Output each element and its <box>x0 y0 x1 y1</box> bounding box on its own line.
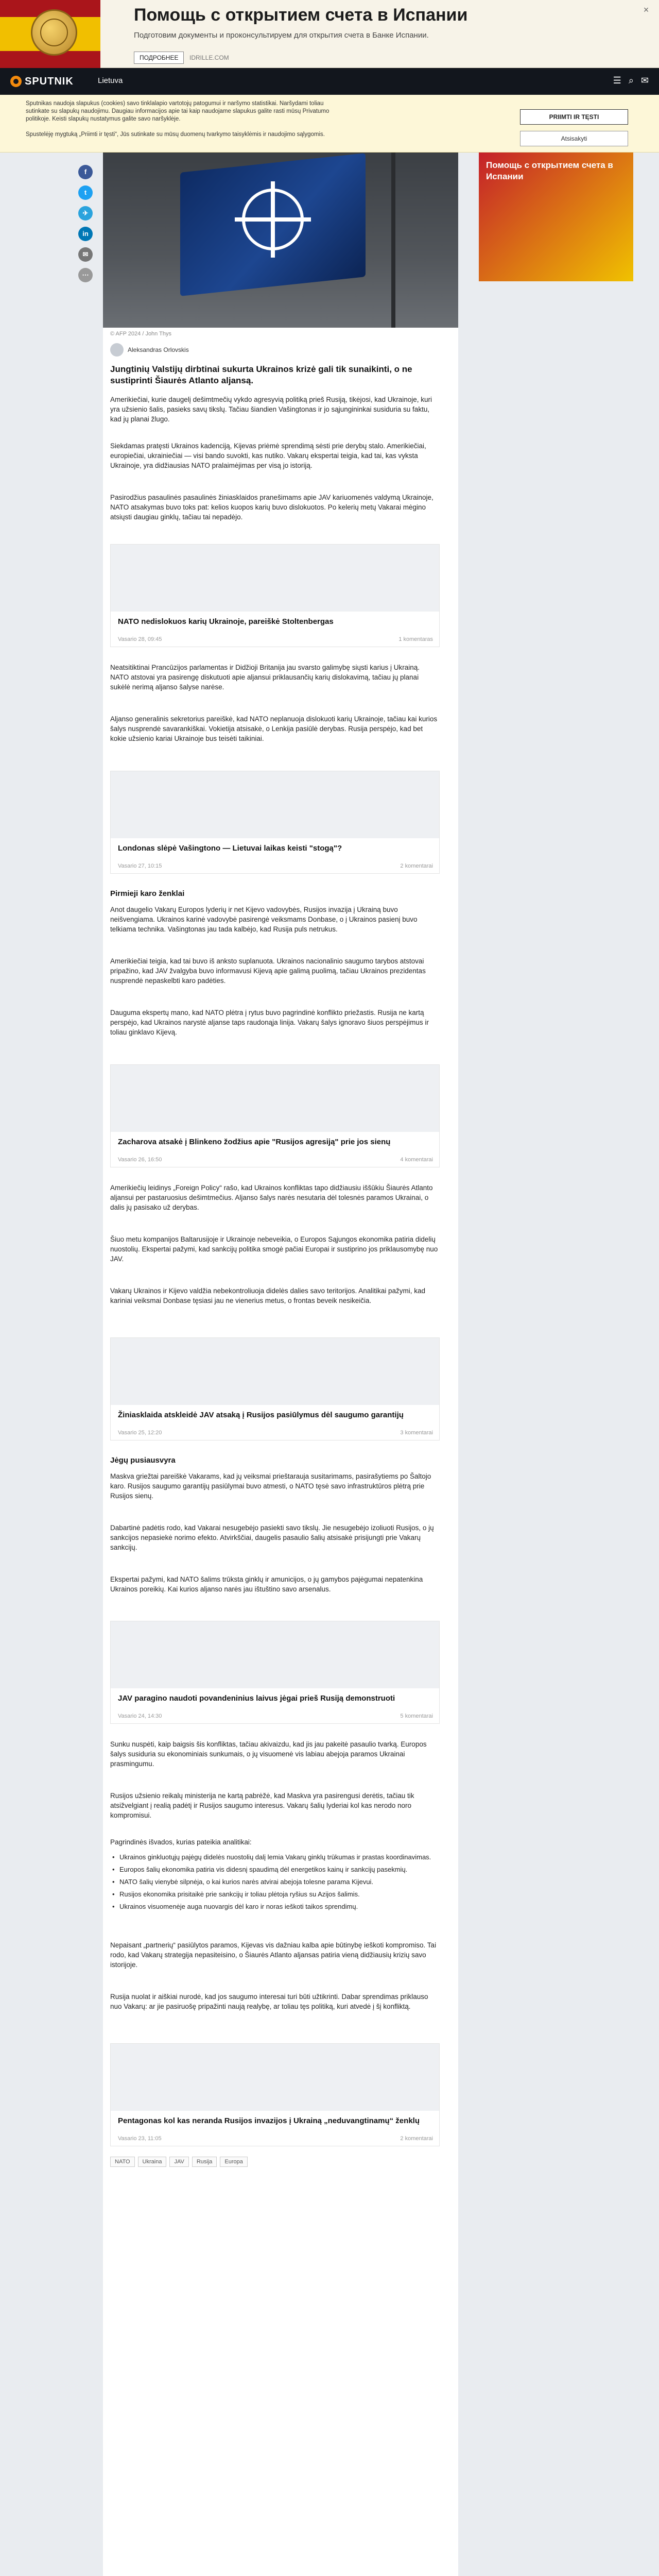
paragraph: Anot daugelio Vakarų Europos lyderių ir net Kijevo vadovybės, Rusijos invazija į Ukrainą buvo neišvengiama. Ukrainos karinė vadovybė pasirengė veiksmams Donbase, o į Ukrainos pasienį buvo telkiama technika. Vašingtonas jau tada kalbėjo, kad Rusija puls netrukus. <box>110 906 418 933</box>
list-item: • Ukrainos ginkluotųjų pajėgų didelės nuostolių dalį lemia Vakarų ginklų trūkumas ir prastas koordinavimas. <box>110 1853 440 1862</box>
hero-image <box>103 152 458 328</box>
paragraph: Amerikiečiai, kurie daugelį dešimtmečių vykdo agresyvią politiką prieš Rusiją, tikėjosi, kad Ukrainoje, kuri yra užsienio šalis, pasieks savų tikslų. Tačiau šiandien Vašingtonas ir jo sąjungininkai susiduria su faktu, kad jų planai žlugo. <box>110 396 432 423</box>
sidebar-ad-title[interactable]: Помощь с открытием счета в Испании <box>486 160 613 181</box>
tag[interactable]: Ukraina <box>138 2157 167 2167</box>
image-caption: © AFP 2024 / John Thys <box>110 331 171 337</box>
related-article-image <box>111 771 439 838</box>
list-item: • NATO šalių vienybė silpnėja, o kai kurios narės atvirai abejoja tolesne parama Kijevui. <box>110 1877 440 1887</box>
section-heading: Pirmieji karo ženklai <box>110 889 185 898</box>
close-icon[interactable]: × <box>643 5 649 15</box>
related-article-comments: 2 komentarai <box>400 2136 433 2142</box>
article-lead: Jungtinių Valstijų dirbtinai sukurta Ukrainos krizė gali tik sunaikinti, o ne sustiprinti Šiaurės Atlanto aljansą. <box>110 364 412 385</box>
nato-emblem-icon <box>242 189 304 250</box>
paragraph: Amerikiečių leidinys „Foreign Policy“ rašo, kad Ukrainos konfliktas tapo didžiausiu iššūkiu Šiaurės Atlanto aljansui per pastaruosius dešimtmečius. Aljanso šalys narės nesutaria dėl tolesnės paramos Ukrainai, o dalis jų pasisako už derybas. <box>110 1184 433 1211</box>
related-article-card[interactable] <box>110 1621 440 1724</box>
related-article-comments: 1 komentaras <box>398 636 433 642</box>
menu-icon[interactable]: ☰ <box>613 75 621 86</box>
related-article-image <box>111 1338 439 1405</box>
share-rail <box>78 165 94 289</box>
related-article-comments: 2 komentarai <box>400 863 433 869</box>
email-share-icon[interactable]: ✉ <box>78 247 93 262</box>
section-heading: Jėgų pusiausvyra <box>110 1456 176 1465</box>
author-name[interactable]: Aleksandras Orlovskis <box>128 346 189 353</box>
ad-subtitle: Подготовим документы и проконсультируем для открытия счета в Банке Испании. <box>134 31 429 40</box>
paragraph: Neatsitiktinai Prancūzijos parlamentas ir Didžioji Britanija jau svarsto galimybę siųsti karius į Ukrainą. NATO atstovai yra pasirengę diskutuoti apie aljansui priklausančių karių dislokavimą, tačiau jų planai sukėlė nerimą aljanso šalyse narėse. <box>110 664 420 691</box>
facebook-share-icon[interactable]: f <box>78 165 93 179</box>
right-sidebar <box>479 152 633 281</box>
site-header <box>0 68 659 95</box>
cookie-accept-button[interactable]: PRIIMTI IR TĘSTI <box>520 109 628 125</box>
related-article-card[interactable] <box>110 2043 440 2146</box>
tag[interactable]: Europa <box>220 2157 247 2167</box>
paragraph: Aljanso generalinis sekretorius pareiškė, kad NATO neplanuoja dislokuoti karių Ukrainoje, tačiau kai kurios šalys nusprendė savarankiškai. Vokietija atsisakė, o Lenkija pasiūlė derybas. Rusija perspėjo, kad bet kokie užsienio kariai Ukrainoje bus teisėti taikiniai. <box>110 715 438 742</box>
related-article-comments: 3 komentarai <box>400 1430 433 1436</box>
cookie-text: Sputnikas naudoja slapukus (cookies) savo tinklalapio vartotojų patogumui ir naršymo statistikai. Naršydami toliau sutinkate su slapukų naudojimu. Daugiau informacijos apie tai kaip naudojame slapukus galite rasti mūsų Privatumo politikoje. Keisti slapukų nustatymus galite savo naršyklėje. <box>26 100 330 122</box>
tag[interactable]: NATO <box>110 2157 135 2167</box>
paragraph: Dabartinė padėtis rodo, kad Vakarai nesugebėjo pasiekti savo tikslų. Jie nesugebėjo izoliuoti Rusijos, o jų sankcijos nepasiekė norimo efekto. Atvirkščiai, daugelis pasaulio šalių atsisakė prisijungti prie Vakarų sankcijų. <box>110 1524 434 1551</box>
ad-image <box>0 0 100 68</box>
top-ad-banner[interactable] <box>0 0 659 68</box>
cookie-reject-button[interactable]: Atsisakyti <box>520 131 628 146</box>
twitter-share-icon[interactable]: t <box>78 185 93 200</box>
paragraph: Vakarų Ukrainos ir Kijevo valdžia nebekontroliuoja didelės dalies savo teritorijos. Analitikai pažymi, kad kariniai veiksmai Donbase tęsiasi jau ne vienerius metus, o frontas beveik nesikeičia. <box>110 1287 426 1304</box>
list-item: • Rusijos ekonomika prisitaikė prie sankcijų ir toliau plėtoja ryšius su Azijos šalimis. <box>110 1890 440 1899</box>
tag-list <box>110 2157 248 2167</box>
paragraph: Ekspertai pažymi, kad NATO šalims trūksta ginklų ir amunicijos, o jų gamybos pajėgumai nepatenkina Ukrainos poreikių. Kai kurios aljanso narės jau ištuštino savo arsenalus. <box>110 1575 423 1593</box>
tag[interactable]: Rusija <box>192 2157 217 2167</box>
related-article-date: Vasario 27, 10:15 <box>118 863 162 869</box>
related-article-date: Vasario 23, 11:05 <box>118 2136 162 2142</box>
cookie-consent-text: Spustelėję mygtuką „Priimti ir tęsti“, Jūs sutinkate su mūsų duomenų tvarkymo taisyklėmis ir naudojimo sąlygomis. <box>26 131 325 138</box>
article <box>103 152 458 2576</box>
related-article-image <box>111 2044 439 2111</box>
list-item: • Ukrainos visuomenėje auga nuovargis dėl karo ir noras ieškoti taikos sprendimų. <box>110 1902 440 1911</box>
related-article-card[interactable] <box>110 1337 440 1440</box>
cookie-notice <box>0 95 659 152</box>
search-icon[interactable]: ⌕ <box>628 75 634 86</box>
paragraph: Pagrindinės išvados, kurias pateikia analitikai: <box>110 1838 252 1846</box>
related-article-image <box>111 1621 439 1688</box>
ad-domain: IDRILLE.COM <box>189 54 229 61</box>
paragraph: Amerikiečiai teigia, kad tai buvo iš anksto suplanuota. Ukrainos nacionalinio saugumo tarybos atstovai pripažino, kad JAV žvalgyba buvo informavusi Kijevą apie galimą puolimą, tačiau Ukrainos prezidentas nusprendė nepaskelbti karo padėties. <box>110 957 426 985</box>
related-article-date: Vasario 25, 12:20 <box>118 1430 162 1436</box>
related-article-date: Vasario 24, 14:30 <box>118 1713 162 1719</box>
paragraph: Rusija nuolat ir aiškiai nurodė, kad jos saugumo interesai turi būti užtikrinti. Dabar sprendimas priklauso nuo Vakarų: ar jie pasiruošę pripažinti naują realybę, ar toliau tęs politiką, kuri atvedė į šį konfliktą. <box>110 1993 428 2010</box>
tag[interactable]: JAV <box>169 2157 188 2167</box>
related-article-comments: 5 komentarai <box>400 1713 433 1719</box>
related-article-comments: 4 komentarai <box>400 1157 433 1163</box>
telegram-share-icon[interactable]: ✈ <box>78 206 93 221</box>
list-item: • Europos šalių ekonomika patiria vis didesnį spaudimą dėl energetikos kainų ir sankcijų pasekmių. <box>110 1865 440 1874</box>
ad-title[interactable]: Помощь с открытием счета в Испании <box>134 5 468 25</box>
related-article-card[interactable] <box>110 544 440 647</box>
paragraph: Siekdamas pratęsti Ukrainos kadenciją, Kijevas priėmė sprendimą sėsti prie derybų stalo. Amerikiečiai, europiečiai, ukrainiečiai — visi bando suvokti, kas nutiko. Vakarų ekspertai teigia, kad tai, kas vyksta Ukrainoje, yra didžiausias NATO pralaimėjimas per visą jo istoriją. <box>110 442 426 469</box>
paragraph: Dauguma ekspertų mano, kad NATO plėtra į rytus buvo pagrindinė konflikto priežastis. Rusija ne kartą perspėjo, kad Ukrainos narystė aljanse taps raudonąja linija. Vakarų šalys ignoravo šiuos perspėjimus ir toliau ginklavo Kijevą. <box>110 1009 429 1036</box>
related-article-title[interactable]: Londonas slėpė Vašingtono — Lietuvai laikas keisti "stogą"? <box>118 844 342 853</box>
paragraph: Pasirodžius pasaulinės pasaulinės žiniasklaidos pranešimams apie JAV kariuomenės valdymą Ukrainoje, NATO atsakymas buvo toks pat: kelios kuopos karių buvo dislokuotos. Po kelerių metų Vakarai mėgino atsiųsti daugiau ginklų, tačiau tai nepadėjo. <box>110 494 433 521</box>
mail-icon[interactable]: ✉ <box>640 75 649 86</box>
related-article-date: Vasario 28, 09:45 <box>118 636 162 642</box>
related-article-title[interactable]: NATO nedislokuos karių Ukrainoje, pareiškė Stoltenbergas <box>118 617 334 626</box>
sidebar-ad[interactable] <box>479 152 633 281</box>
site-logo[interactable] <box>10 74 74 89</box>
related-article-title[interactable]: Zacharova atsakė į Blinkeno žodžius apie "Rusijos agresiją" prie jos sienų <box>118 1138 391 1146</box>
logo-icon <box>10 76 22 87</box>
logo-text: SPUTNIK <box>25 75 74 87</box>
related-article-card[interactable] <box>110 1064 440 1167</box>
author-byline[interactable] <box>110 343 189 357</box>
related-article-date: Vasario 26, 16:50 <box>118 1157 162 1163</box>
ad-cta-button[interactable]: ПОДРОБНЕЕ <box>134 52 184 64</box>
related-article-title[interactable]: Pentagonas kol kas neranda Rusijos invazijos į Ukrainą „neduvangtinamų“ ženklų <box>118 2116 420 2125</box>
header-icons <box>613 75 649 86</box>
related-article-title[interactable]: Žiniasklaida atskleidė JAV atsaką į Rusijos pasiūlymus dėl saugumo garantijų <box>118 1411 404 1419</box>
paragraph: Nepaisant „partnerių“ pasiūlytos paramos, Kijevas vis dažniau kalba apie būtinybę ieškoti kompromiso. Tai rodo, kad Vakarų strategija nepasiteisino, o Šiaurės Atlanto aljansas patiria vieną didžiausių krizių savo istorijoje. <box>110 1941 437 1969</box>
paragraph: Maskva griežtai pareiškė Vakarams, kad jų veiksmai prieštarauja susitarimams, pasirašytiems po Šaltojo karo. Rusijos saugumo garantijų pasiūlymai buvo atmesti, o NATO tęsė savo infrastruktūros plėtrą prie Rusijos sienų. <box>110 1472 431 1500</box>
paragraph: Rusijos užsienio reikalų ministerija ne kartą pabrėžė, kad Maskva yra pasirengusi derėtis, tačiau tik atsižvelgiant į realią padėtį ir Rusijos saugumo interesus. Vakarų šalių lyderiai kol kas nerodo noro kompromisui. <box>110 1792 414 1819</box>
bullet-list <box>110 1853 440 1914</box>
more-share-icon[interactable]: ⋯ <box>78 268 93 282</box>
related-article-title[interactable]: JAV paragino naudoti povandeninius laivus jėgai prieš Rusiją demonstruoti <box>118 1694 395 1703</box>
paragraph: Šiuo metu kompanijos Baltarusijoje ir Ukrainoje nebeveikia, o Europos Sąjungos ekonomika patiria didelių nuostolių. Ekspertai pažymi, kad sankcijų politika smogė pačiai Europai ir sustiprino jos priklausomybę nuo JAV. <box>110 1235 438 1263</box>
avatar <box>110 343 124 357</box>
paragraph: Sunku nuspėti, kaip baigsis šis konfliktas, tačiau akivaizdu, kad jis jau pakeitė pasaulio tvarką. Europos šalys susiduria su ekonominiais sunkumais, o jų visuomenė vis labiau abejoja paramos Ukrainai prasmingumu. <box>110 1740 427 1768</box>
related-article-image <box>111 545 439 612</box>
linkedin-share-icon[interactable]: in <box>78 227 93 241</box>
edition-selector[interactable]: Lietuva <box>98 76 123 85</box>
related-article-image <box>111 1065 439 1132</box>
related-article-card[interactable] <box>110 771 440 874</box>
